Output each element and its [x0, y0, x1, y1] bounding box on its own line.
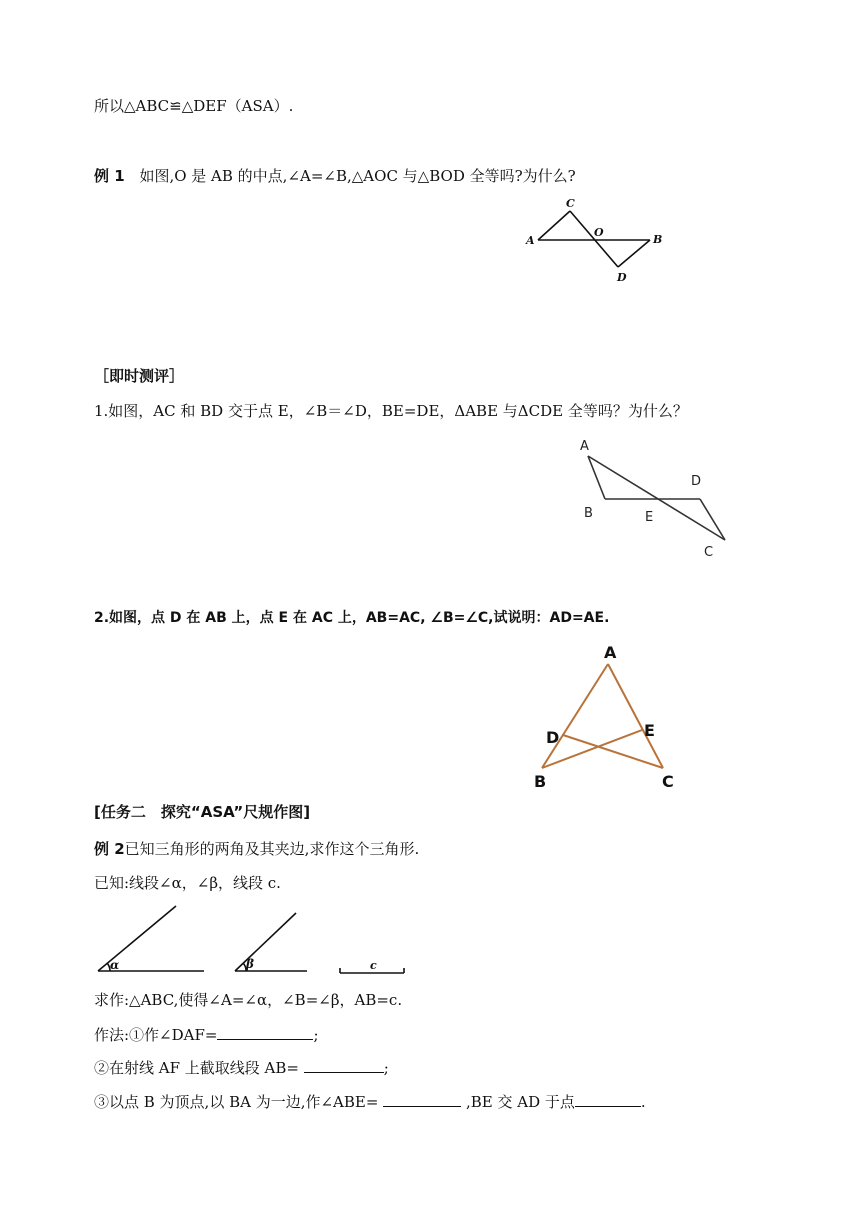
- construct-line: 求作:△ABC,使得∠A=∠α，∠B=∠β，AB=c.: [94, 991, 403, 1009]
- fig2-label-e: E: [645, 510, 654, 525]
- segment-c-label: c: [370, 959, 377, 972]
- fig1-label-a: A: [526, 234, 535, 247]
- step-1-line: [94, 1025, 319, 1045]
- conclusion-line: 所以△ABC≌△DEF（ASA）.: [94, 97, 294, 115]
- example-2-text: 已知三角形的两角及其夹边,求作这个三角形.: [124, 840, 420, 858]
- fig2-label-a: A: [580, 439, 589, 454]
- example-2-line: [94, 839, 419, 859]
- step-1-blank[interactable]: [217, 1025, 313, 1040]
- fig3-label-e: E: [644, 721, 655, 740]
- fig3-label-a: A: [604, 643, 617, 662]
- fig1-label-d: D: [617, 271, 627, 284]
- figure-2-abe-cde: [560, 432, 740, 562]
- step-3-mid: ,BE 交 AD 于点: [461, 1093, 575, 1111]
- figure-angle-alpha: [94, 903, 209, 978]
- alpha-label: α: [110, 958, 120, 972]
- step-2-line: [94, 1058, 389, 1078]
- fig1-label-o: O: [594, 226, 604, 239]
- question-2: 2.如图，点 D 在 AB 上，点 E 在 AC 上，AB=AC, ∠B=∠C,试说明：AD=AE.: [94, 610, 610, 626]
- figure-angle-beta: [232, 911, 312, 978]
- step-2-blank[interactable]: [304, 1058, 384, 1073]
- fig1-label-c: C: [566, 197, 575, 210]
- fig2-label-c: C: [704, 545, 714, 560]
- fig1-label-b: B: [653, 233, 663, 246]
- figure-3-isosceles-triangle: [520, 640, 700, 795]
- figure-segment-c: [336, 958, 408, 978]
- quiz-heading: ［即时测评］: [94, 367, 185, 385]
- step-1-suffix: ;: [313, 1026, 319, 1044]
- given-line: 已知:线段∠α，∠β，线段 c.: [94, 874, 281, 892]
- step-3-line: [94, 1092, 646, 1112]
- fig3-label-d: D: [546, 728, 560, 747]
- fig3-label-c: C: [662, 772, 674, 791]
- step-2-suffix: ;: [383, 1059, 389, 1077]
- task-2-heading: [任务二 探究“ASA”尺规作图]: [94, 803, 311, 821]
- step-1-prefix: 作法:①作∠DAF=: [94, 1026, 218, 1044]
- step-3-prefix: ③以点 B 为顶点,以 BA 为一边,作∠ABE=: [94, 1093, 384, 1111]
- step-2-prefix: ②在射线 AF 上截取线段 AB=: [94, 1059, 304, 1077]
- fig3-label-b: B: [534, 772, 547, 791]
- step-3-suffix: .: [640, 1093, 646, 1111]
- fig3-side-ab: [542, 664, 608, 768]
- question-1: 1.如图，AC 和 BD 交于点 E，∠B＝∠D，BE=DE，ΔABE 与ΔCDE 全等吗？为什么？: [94, 402, 688, 420]
- fig2-label-d: D: [691, 474, 702, 489]
- step-3-blank-1[interactable]: [383, 1092, 461, 1107]
- figure-1-aoc-bod: [520, 195, 670, 290]
- example-2-label: 例 2: [94, 840, 125, 858]
- example-1-text: 如图,O 是 AB 的中点,∠A=∠B,△AOC 与△BOD 全等吗?为什么?: [139, 167, 576, 185]
- fig2-label-b: B: [584, 506, 593, 521]
- example-1-label: 例 1: [94, 167, 125, 185]
- example-1-line: [94, 166, 576, 186]
- beta-label: β: [246, 957, 254, 971]
- step-3-blank-2[interactable]: [575, 1092, 641, 1107]
